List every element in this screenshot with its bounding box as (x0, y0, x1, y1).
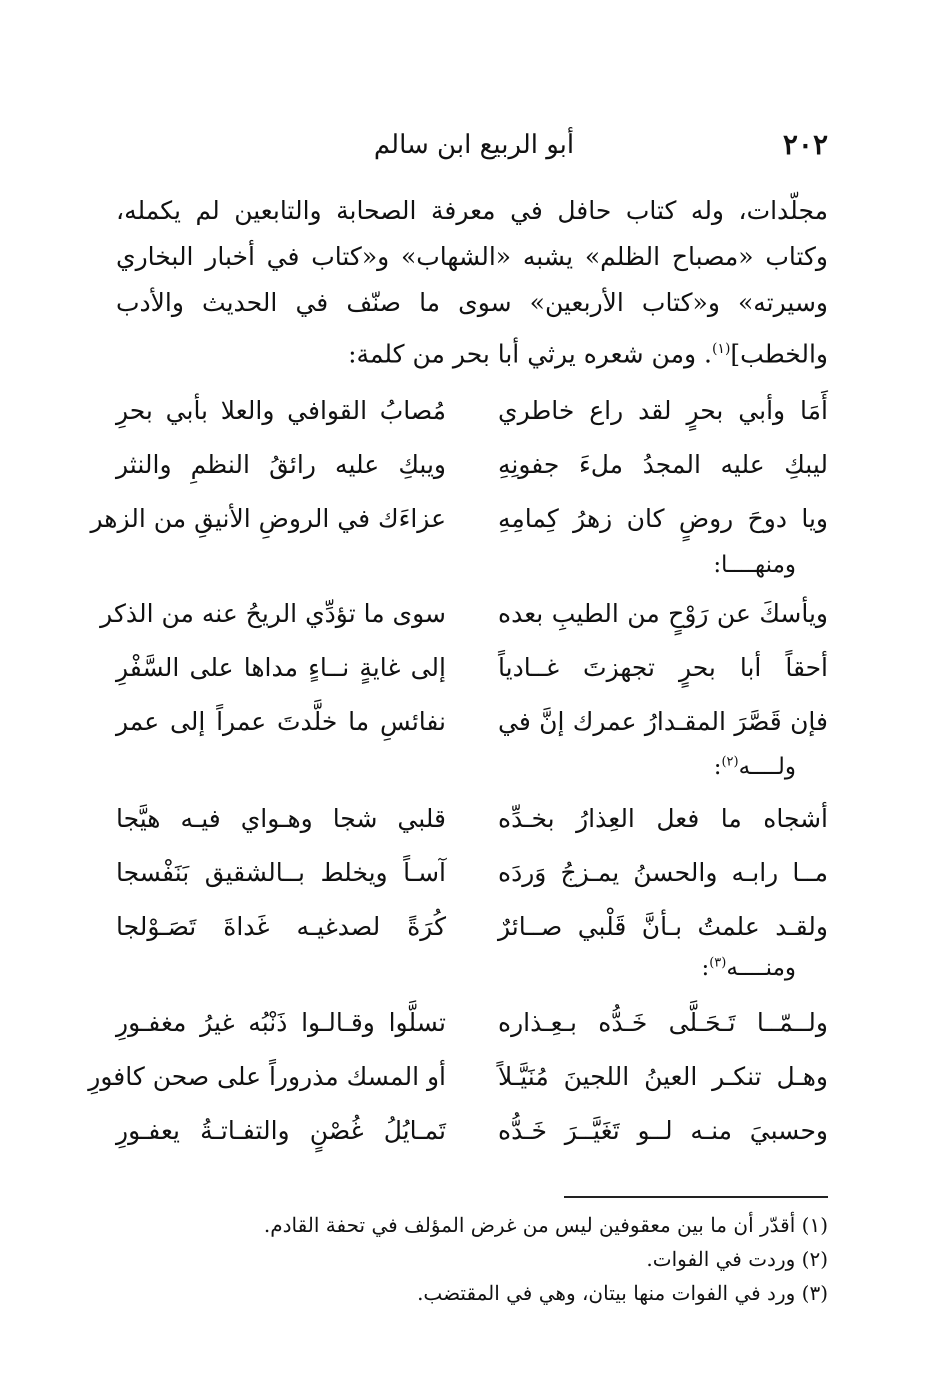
first-hemistich: ويا دوحَ روضٍ كان زهرُ كِمامِهِ (498, 504, 828, 533)
second-hemistich: آسـاً ويخلط بــالشقيق بَنَفْسجا (116, 858, 446, 887)
second-hemistich: تسلَّوا وقـالـوا ذَنْبُه غيرُ مغفـورِ (116, 1008, 446, 1037)
first-hemistich: فإن قَصَّرَ المقـدارُ عمرك إنَّ في (498, 707, 828, 736)
verse-line (116, 846, 828, 900)
second-hemistich: مُصابُ القوافي والعلا بأبي بحرِ (116, 396, 446, 425)
footnote-item (116, 1208, 828, 1242)
second-hemistich: ويبكِ عليه رائقُ النظمِ والنثر (116, 450, 446, 479)
footnote-divider (564, 1196, 828, 1198)
footnote-number: (١) (801, 1213, 828, 1237)
footnote-text: ورد في الفوات منها بيتان، وهي في المقتضب. (417, 1281, 796, 1305)
first-hemistich: وحسبيَ منـه لــو تَغَيَّــرَ خَـدُّه (498, 1116, 828, 1145)
second-hemistich: عزاءَك في الروضِ الأنيقِ من الزهر (90, 504, 446, 533)
verse-line (90, 492, 828, 546)
footnote-number: (٢) (801, 1247, 828, 1271)
verse-line (116, 792, 828, 846)
verse-line (116, 996, 828, 1050)
footnote-number: (٣) (801, 1281, 828, 1305)
footnote-item (116, 1276, 828, 1310)
first-hemistich: أشجاه ما فعل العِذارُ بخـدِّه (498, 804, 828, 833)
poem-4 (88, 996, 828, 1158)
first-hemistich: أَمَا وأبي بحرٍ لقد راع خاطري (498, 396, 828, 425)
second-hemistich: سوى ما تؤدِّي الريحُ عنه من الذكر (100, 599, 446, 628)
footnote-ref-3: (٣) (709, 955, 727, 971)
second-hemistich: تَمـايُلُ غُصْنٍ والتفـاتـةُ يعفـورِ (116, 1116, 446, 1145)
second-hemistich: قلبي شجا وهـواي فيـه هيَّجا (116, 804, 446, 833)
intro-text-end: . ومن شعره يرثي أبا بحر من كلمة: (348, 339, 712, 369)
poem-2 (100, 587, 828, 749)
verse-line (116, 1104, 828, 1158)
verse-line (116, 641, 828, 695)
section-label-colon: : (701, 955, 710, 981)
footnotes (116, 1208, 828, 1310)
intro-paragraph (116, 188, 828, 377)
first-hemistich: وهـل تنكـر العينُ اللجينَ مُنَيَّـلاً (498, 1062, 828, 1091)
section-label-4 (701, 955, 796, 981)
intro-text: مجلّدات، وله كتاب حافل في معرفة الصحابة والتابعين لم يكمله، وكتاب «مصباح الظلم» يشبه «الشهاب» و«كتاب في أخبار البخاري وسيرته» و«كتاب الأربعين» سوى ما صنّف في الحديث والأدب والخطب] (116, 196, 828, 369)
footnote-text: أقدّر أن ما بين معقوفين ليس من غرض المؤلف في تحفة القادم. (263, 1213, 796, 1237)
first-hemistich: مــا رابـه والحسنُ يمـزجُ وَردَه (498, 858, 828, 887)
footnote-ref-2: (٢) (721, 754, 739, 770)
footnote-item (116, 1242, 828, 1276)
verse-line (116, 900, 828, 954)
section-label-3 (714, 754, 796, 780)
section-label-colon: : (713, 754, 722, 780)
section-label-text: ولــــه (738, 754, 796, 780)
verse-line (116, 695, 828, 749)
verse-line (100, 587, 828, 641)
verse-line (88, 1050, 828, 1104)
second-hemistich: إلى غايةٍ نــاءٍ مداها على السَّفْرِ (116, 653, 446, 682)
running-title: أبو الربيع ابن سالم (373, 130, 575, 160)
verse-line (116, 438, 828, 492)
first-hemistich: ويأسكَ عن رَوْحٍ من الطيبِ بعده (498, 599, 828, 628)
footnote-text: وردت في الفوات. (646, 1247, 796, 1271)
section-label-text: ومنهــــا: (713, 552, 796, 578)
section-label-text: ومنــــه (726, 955, 796, 981)
first-hemistich: ولقـد علمتُ بـأنَّ قَلْبي صــائرٌ (498, 912, 828, 941)
poem-3 (116, 792, 828, 954)
first-hemistich: ولــمّــا تَـحَـلَّى خَـدُّه بـعِـذاره (498, 1008, 828, 1037)
second-hemistich: أو المسك مذروراً على صحن كافورِ (88, 1062, 446, 1091)
footnote-ref-1: (١) (711, 341, 731, 357)
verse-line (116, 384, 828, 438)
page-number: ٢٠٢ (782, 128, 828, 161)
first-hemistich: ليبكِ عليه المجدُ ملءَ جفونِهِ (498, 450, 828, 479)
second-hemistich: كُرَةً لصدغيـه غَداةَ تَصَـوْلجا (116, 912, 446, 941)
page-header (120, 128, 828, 168)
poem-1 (90, 384, 828, 546)
first-hemistich: أحقاً أبا بحرٍ تجهزتَ غــادياً (498, 653, 828, 682)
section-label-2 (713, 552, 796, 578)
second-hemistich: نفائسِ ما خلَّدتَ عمراً إلى عمر (116, 707, 446, 736)
